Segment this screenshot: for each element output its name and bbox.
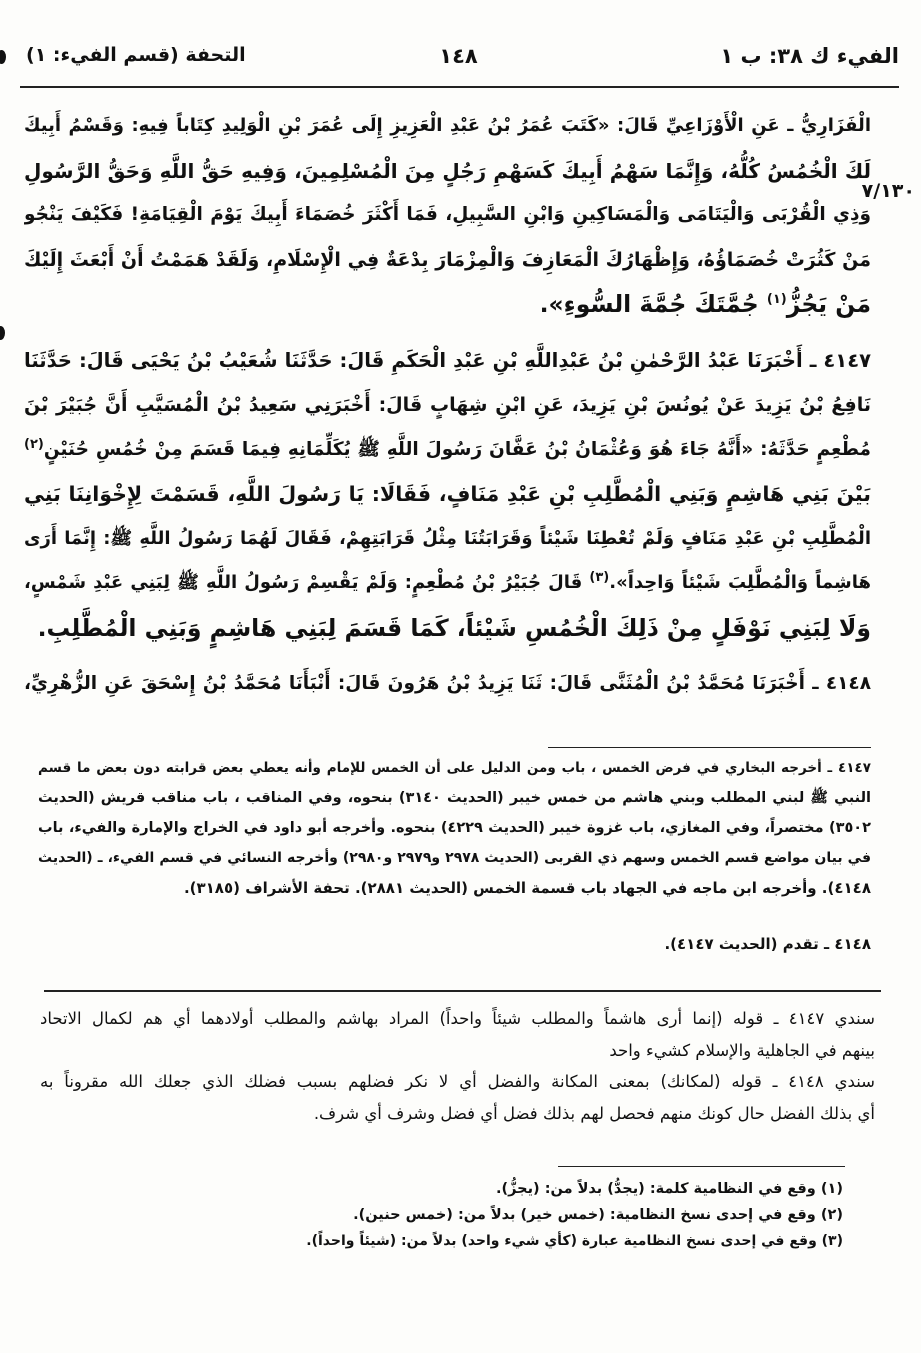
- variant-footnotes: [300, 1176, 843, 1254]
- text-segment: هَاشِماً وَالْمُطَّلِبَ شَيْئاً وَاحِداً».: [609, 572, 871, 593]
- takhrij-line: ٤١٤٨). وأخرجه ابن ماجه في الجهاد باب قسمة الخمس (الحديث ٢٨٨١). تحفة الأشراف (٣١٨٥).: [183, 879, 871, 897]
- text-line: [24, 561, 871, 606]
- text-segment: ـ أَخْبَرَنَا عَبْدُ الرَّحْمٰنِ بْنُ عَبْدِاللَّهِ بْنِ عَبْدِ الْحَكَمِ قَالَ: حَدَّثَنَا شُعَيْبُ بْنُ يَحْيَى قَالَ: حَدَّثَنَا: [24, 348, 824, 372]
- sindi-line: بينهم في الجاهلية والإسلام كشيء واحد: [609, 1040, 875, 1060]
- footnote-marker: (٣): [589, 570, 610, 585]
- sindi-line: سندي ٤١٤٧ ـ قوله (إنما أرى هاشماً والمطلب شيئاً واحداً) المراد بهاشم والمطلب أولادهما أي هم لكمال الاتحاد: [40, 1009, 875, 1028]
- page-edge-mark: [0, 50, 6, 64]
- sindi-line: أي بذلك الفضل حال كونك منهم فحصل لهم بذلك فضل أي فضل وشرف أي شرف.: [313, 1103, 875, 1123]
- footnote-marker: (٢): [24, 436, 44, 452]
- text-segment: جُمَّتَكَ جُمَّةَ السُّوءِ».: [539, 290, 767, 318]
- text-line: مَنْ كَثُرَتْ خُصَمَاؤُهُ، وَإِظْهَارُكَ الْمَعَازِفَ وَالْمِزْمَارَ بِدْعَةٌ فِي الْإِسْلَامِ، وَلَقَدْ هَمَمْتُ أَنْ أَبْعَثَ إِلَيْكَ: [24, 248, 871, 271]
- text-line: بَيْنَ بَنِي هَاشِمٍ وَبَنِي الْمُطَّلِبِ بْنِ عَبْدِ مَنَافٍ، فَقَالَا: يَا رَسُولَ اللَّهِ، قَسَمْتَ لِإِخْوَانِنَا بَنِي: [24, 482, 871, 506]
- header-tuhfa-ref: التحفة (قسم الفيء: ١): [26, 44, 246, 66]
- text-line: [24, 428, 871, 473]
- text-line: لَكَ الْخُمُسُ كُلُّهُ، وَإِنَّمَا سَهْمُ أَبِيكَ كَسَهْمِ رَجُلٍ مِنَ الْمُسْلِمِينَ، وَفِيهِ حَقُّ اللَّهِ وَحَقُّ الرَّسُولِ: [24, 158, 871, 183]
- variant-note: (٣) وقع في إحدى نسخ النظامية عبارة (كأي شيء واحد) بدلاً من: (شيئاً واحداً).: [306, 1233, 843, 1249]
- header-chapter-ref: الفيء ك ٣٨: ب ١: [720, 44, 899, 68]
- hadith-4147-start: [24, 339, 871, 384]
- takhrij-line: في بيان مواضع قسم الخمس وسهم ذي القربى (الحديث ٢٩٧٨ و٢٩٧٩ و٢٩٨٠) وأخرجه النسائي في قسم الفيء، ـ (الحديث: [38, 850, 871, 866]
- text-line: وَذِي الْقُرْبَى وَالْيَتَامَى وَالْمَسَاكِينِ وَابْنِ السَّبِيلِ، فَمَا أَكْثَرَ خُصَمَاءَ أَبِيكَ يَوْمَ الْقِيَامَةِ! فَكَيْفَ يَنْجُو: [24, 204, 871, 225]
- hadith-text: [24, 104, 871, 707]
- text-segment: مُطْعِمٍ حَدَّثَهُ: «أَنَّهُ جَاءَ هُوَ وَعُثْمَانُ بْنُ عَفَّانَ رَسُولَ اللَّهِ ﷺ يُكَلِّمَانِهِ فِيمَا قَسَمَ مِنْ خُمُسِ حُنَيْنٍ: [43, 438, 871, 460]
- running-header: [18, 44, 899, 80]
- sindi-rule: [44, 990, 881, 992]
- text-line: الْفَزَارِيُّ ـ عَنِ الْأَوْزَاعِيِّ قَالَ: «كَتَبَ عُمَرُ بْنُ عَبْدِ الْعَزِيزِ إِلَى عُمَرَ بْنِ الْوَلِيدِ كِتَاباً فِيهِ: وَقَسْمُ أَبِيكَ: [24, 115, 871, 136]
- hadith-4148-start: [24, 662, 871, 707]
- text-line: الْمُطَّلِبِ بْنِ عَبْدِ مَنَافٍ وَلَمْ تُعْطِنَا شَيْئاً وَقَرَابَتُنَا مِثْلُ قَرَابَتِهِمْ، فَقَالَ لَهُمَا رَسُولُ اللَّهِ ﷺ: إِنَّمَا أَرَى: [24, 527, 871, 549]
- takhrij-line: ٤١٤٧ ـ أخرجه البخاري في فرض الخمس ، باب ومن الدليل على أن الخمس للإمام وأنه يعطي بعض قرابته دون بعض ما قسم: [38, 760, 871, 776]
- variant-note: (١) وقع في النظامية كلمة: (يجدُّ) بدلاً من: (يجزُّ).: [496, 1181, 843, 1197]
- text-line: نَافِعُ بْنُ يَزِيدَ عَنْ يُونُسَ بْنِ يَزِيدَ، عَنِ ابْنِ شِهَابٍ قَالَ: أَخْبَرَنِي سَعِيدُ بْنُ الْمُسَيَّبِ أَنَّ جُبَيْرَ بْنَ: [24, 394, 871, 416]
- text-line: [24, 282, 871, 327]
- text-segment: ـ أَخْبَرَنَا مُحَمَّدُ بْنُ الْمُثَنَّى قَالَ: ثَنَا يَزِيدُ بْنُ هَرُونَ قَالَ: أَنْبَأَنَا مُحَمَّدُ بْنُ إِسْحَقَ عَنِ الزُّهْرِيِّ،: [24, 673, 826, 694]
- text-segment: قَالَ جُبَيْرُ بْنُ مُطْعِمٍ: وَلَمْ يَقْسِمْ رَسُولُ اللَّهِ ﷺ لِبَنِي عَبْدِ شَمْسٍ،: [24, 572, 590, 593]
- margin-reference: ٧/١٣٠: [861, 180, 915, 202]
- page-edge-mark: [0, 326, 5, 340]
- hadith-number: ٤١٤٨: [825, 673, 871, 694]
- footnote-rule: [548, 747, 871, 748]
- text-line: وَلَا لِبَنِي نَوْفَلٍ مِنْ ذَلِكَ الْخُمُسِ شَيْئاً، كَمَا قَسَمَ لِبَنِي هَاشِمٍ وَبَنِي الْمُطَّلِبِ.: [37, 613, 871, 642]
- header-rule: [20, 86, 899, 88]
- variant-note: (٢) وقع في إحدى نسخ النظامية: (خمس خير) بدلاً من: (خمس حنين).: [353, 1207, 843, 1223]
- page-number: ١٤٨: [439, 44, 478, 68]
- sindi-line: سندي ٤١٤٨ ـ قوله (لمكانك) بمعنى المكانة والفضل أي لا نكر فضلهم بسبب فضلك الذي جعلك الله مقروناً به: [40, 1072, 875, 1091]
- takhrij-notes: [38, 753, 871, 959]
- variants-rule: [558, 1166, 845, 1167]
- sindi-commentary: [40, 1003, 875, 1129]
- text-segment: مَنْ يَجُزُّ: [786, 290, 871, 318]
- footnote-marker: (١): [766, 292, 787, 308]
- hadith-number: ٤١٤٧: [823, 348, 871, 372]
- takhrij-line: ٤١٤٨ ـ تقدم (الحديث ٤١٤٧).: [664, 935, 871, 953]
- takhrij-line: النبي ﷺ لبني المطلب وبني هاشم من خمس خيبر (الحديث ٣١٤٠) بنحوه، وفي المناقب ، باب مناقب قريش (الحديث: [38, 790, 871, 806]
- takhrij-line: ٣٥٠٢) مختصراً، وفي المغازي، باب غزوة خيبر (الحديث ٤٢٢٩) بنحوه. وأخرجه أبو داود في الخراج والإمارة والفيء، باب: [38, 820, 871, 836]
